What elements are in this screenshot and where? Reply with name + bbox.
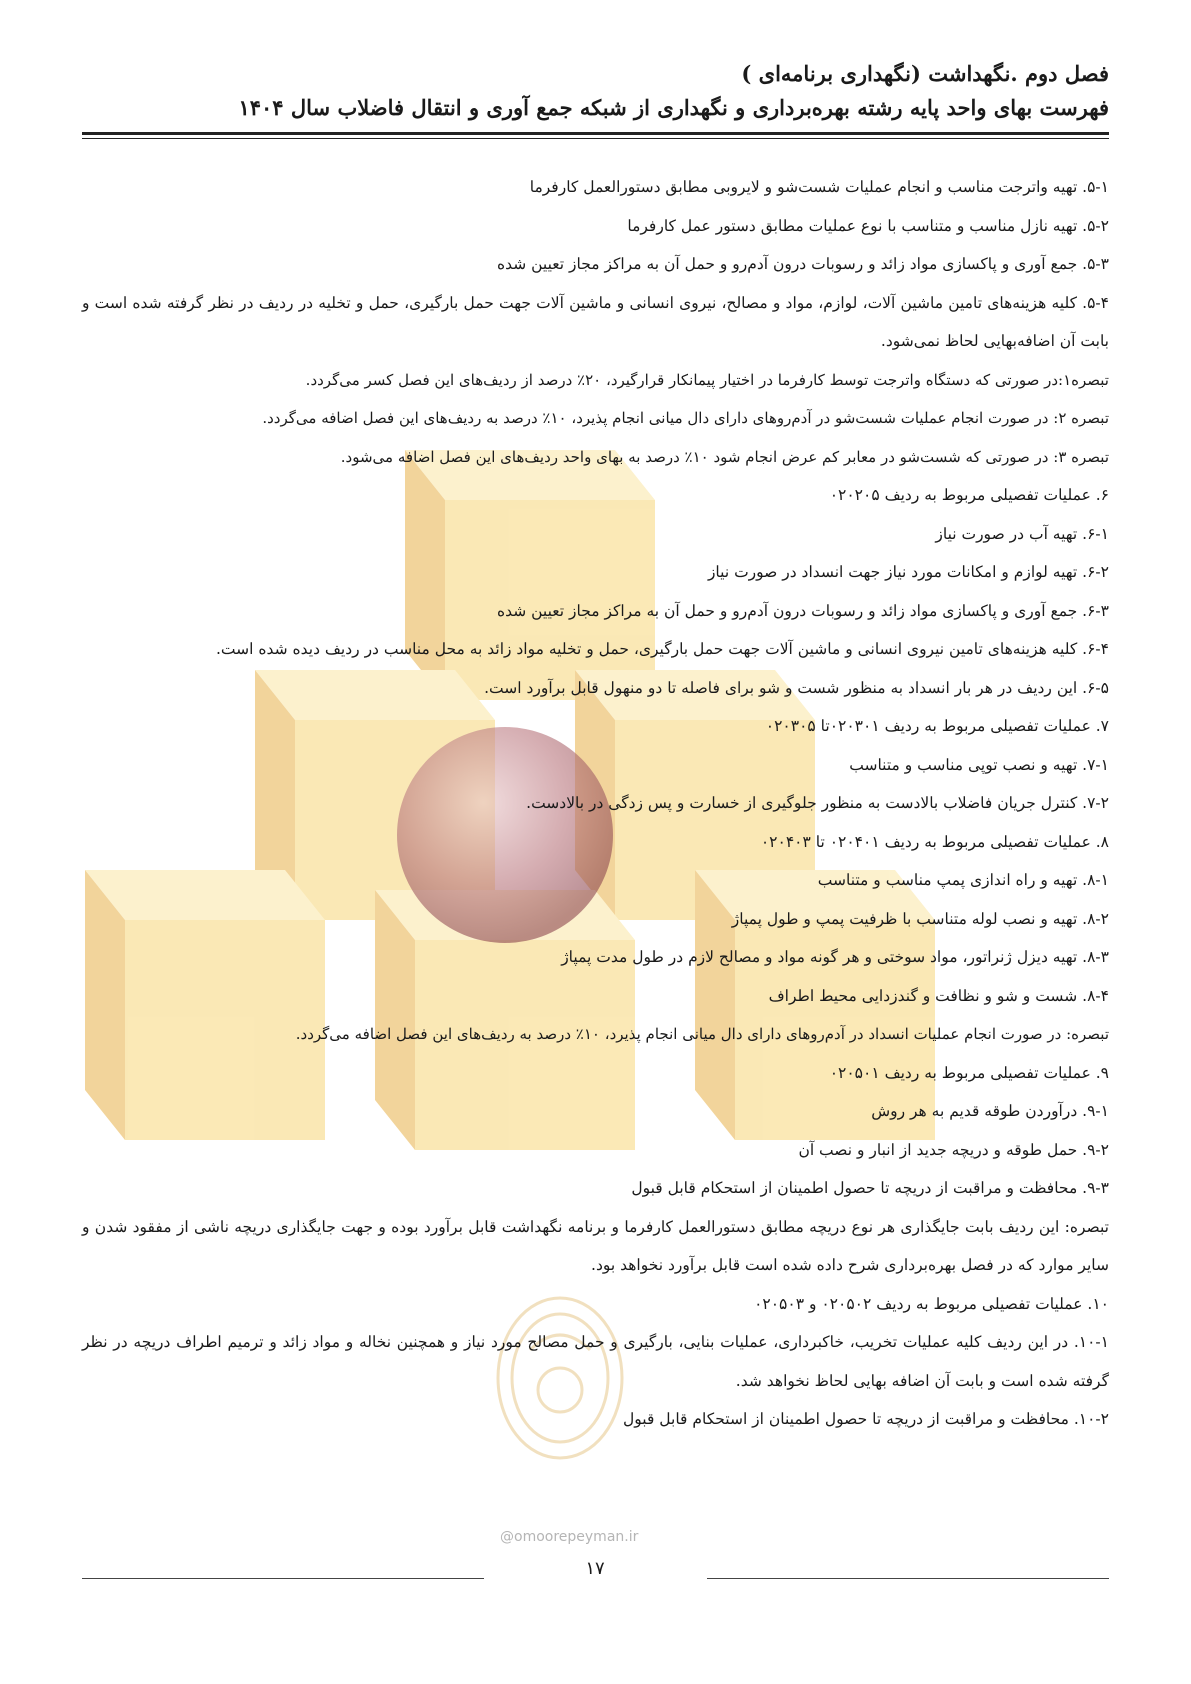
paragraph: ۷-۱. تهیه و نصب توپی مناسب و متناسب	[849, 755, 1109, 774]
header-divider-thick	[82, 132, 1109, 135]
note: تبصره ۳: در صورتی که شست‌شو در معابر کم عرض انجام شود ۱۰٪ درصد به بهای واحد ردیف‌های این فصل اضافه می‌شود.	[340, 447, 1109, 466]
paragraph: ۵-۱. تهیه واترجت مناسب و انجام عملیات شست‌شو و لایروبی مطابق دستورالعمل کارفرما	[529, 178, 1109, 196]
note: تبصره: این ردیف بابت جایگذاری هر نوع دریچه مطابق دستورالعمل کارفرما و برنامه نگهداشت قابل برآورد بوده و جهت جایگذاری دریچه ناشی از مفقود شدن و سایر موارد که در فصل بهره‌برداری شرح داده شده است قابل برآورد نخواهد بود.	[82, 1217, 1109, 1274]
paragraph: ۵-۴. کلیه هزینه‌های تامین ماشین آلات، لوازم، مواد و مصالح، نیروی انسانی و ماشین آلات جهت حمل بارگیری، حمل و تخلیه در ردیف در نظر گرفته شده است و بابت آن اضافه‌بهایی لحاظ نمی‌شود.	[82, 293, 1109, 350]
paragraph: ۶-۳. جمع آوری و پاکسازی مواد زائد و رسوبات درون آدم‌رو و حمل آن به مراکز مجاز تعیین شده	[496, 601, 1109, 620]
paragraph: ۵-۲. تهیه نازل مناسب و متناسب با نوع عملیات مطابق دستور عمل کارفرما	[627, 216, 1109, 235]
note: تبصره۱:در صورتی که دستگاه واترجت توسط کارفرما در اختیار پیمانکار قرارگیرد، ۲۰٪ درصد از ردیف‌های این فصل کسر می‌گردد.	[305, 370, 1109, 389]
page-header	[82, 58, 1109, 139]
paragraph: ۶-۴. کلیه هزینه‌های تامین نیروی انسانی و ماشین آلات جهت حمل بارگیری، حمل و تخلیه مواد زائد به محل مناسب در ردیف دیده شده است.	[215, 640, 1109, 658]
section-heading: ۷. عملیات تفصیلی مربوط به ردیف ۰۲۰۳۰۱تا ۰۲۰۳۰۵	[765, 717, 1109, 735]
paragraph: ۸-۲. تهیه و نصب لوله متناسب با ظرفیت پمپ و طول پمپاژ	[731, 909, 1109, 928]
section-heading: ۸. عملیات تفصیلی مربوط به ردیف ۰۲۰۴۰۱ تا ۰۲۰۴۰۳	[760, 832, 1109, 851]
section-heading: ۹. عملیات تفصیلی مربوط به ردیف ۰۲۰۵۰۱	[829, 1063, 1109, 1082]
note: تبصره: در صورت انجام عملیات انسداد در آدم‌روهای دارای دال میانی انجام پذیرد، ۱۰٪ درصد به ردیف‌های این فصل اضافه می‌گردد.	[295, 1025, 1109, 1043]
document-subtitle: فهرست بهای واحد پایه رشته بهره‌برداری و نگهداری از شبکه جمع آوری و انتقال فاضلاب سال ۱۴۰۴	[238, 95, 1109, 120]
paragraph: ۹-۱. درآوردن طوقه قدیم به هر روش	[871, 1102, 1109, 1120]
footer-divider-left	[82, 1578, 484, 1579]
website-watermark: @omoorepeyman.ir	[500, 1529, 639, 1545]
paragraph: ۶-۵. این ردیف در هر بار انسداد به منظور شست و شو برای فاصله تا دو منهول قابل برآورد است.	[484, 678, 1109, 697]
chapter-title: فصل دوم .نگهداشت (نگهداری برنامه‌ای )	[741, 61, 1109, 86]
paragraph: ۸-۴. شست و شو و نظافت و گندزدایی محیط اطراف	[768, 986, 1109, 1005]
footer-divider-right	[707, 1578, 1109, 1579]
paragraph: ۱۰-۱. در این ردیف کلیه عملیات تخریب، خاکبرداری، عملیات بنایی، بارگیری و حمل مصالح مورد نیاز و همچنین نخاله و مواد زائد و ترمیم اطراف دریچه در نظر گرفته شده است و بابت آن اضافه بهایی لحاظ نخواهد شد.	[82, 1333, 1109, 1390]
note: تبصره ۲: در صورت انجام عملیات شست‌شو در آدم‌روهای دارای دال میانی انجام پذیرد، ۱۰٪ درصد به ردیف‌های این فصل اضافه می‌گردد.	[262, 409, 1109, 427]
paragraph: ۸-۳. تهیه دیزل ژنراتور، مواد سوختی و هر گونه مواد و مصالح لازم در طول مدت پمپاژ	[561, 948, 1109, 966]
paragraph: ۶-۱. تهیه آب در صورت نیاز	[935, 524, 1109, 543]
section-heading: ۱۰. عملیات تفصیلی مربوط به ردیف ۰۲۰۵۰۲ و ۰۲۰۵۰۳	[754, 1294, 1109, 1313]
paragraph: ۷-۲. کنترل جریان فاضلاب بالادست به منظور جلوگیری از خسارت و پس زدگی در بالادست.	[526, 794, 1109, 812]
paragraph: ۸-۱. تهیه و راه اندازی پمپ مناسب و متناسب	[817, 871, 1109, 889]
paragraph: ۹-۲. حمل طوقه و دریچه جدید از انبار و نصب آن	[798, 1140, 1109, 1159]
paragraph: ۱۰-۲. محافظت و مراقبت از دریچه تا حصول اطمینان از استحکام قابل قبول	[623, 1410, 1109, 1428]
body-text	[82, 168, 1109, 1439]
section-heading: ۶. عملیات تفصیلی مربوط به ردیف ۰۲۰۲۰۵	[829, 486, 1109, 504]
paragraph: ۹-۳. محافظت و مراقبت از دریچه تا حصول اطمینان از استحکام قابل قبول	[631, 1179, 1109, 1197]
paragraph: ۶-۲. تهیه لوازم و امکانات مورد نیاز جهت انسداد در صورت نیاز	[707, 563, 1109, 581]
header-divider-thin	[82, 138, 1109, 139]
paragraph: ۵-۳. جمع آوری و پاکسازی مواد زائد و رسوبات درون آدم‌رو و حمل آن به مراکز مجاز تعیین شده	[496, 255, 1109, 273]
page-number: ۱۷	[585, 1558, 605, 1579]
